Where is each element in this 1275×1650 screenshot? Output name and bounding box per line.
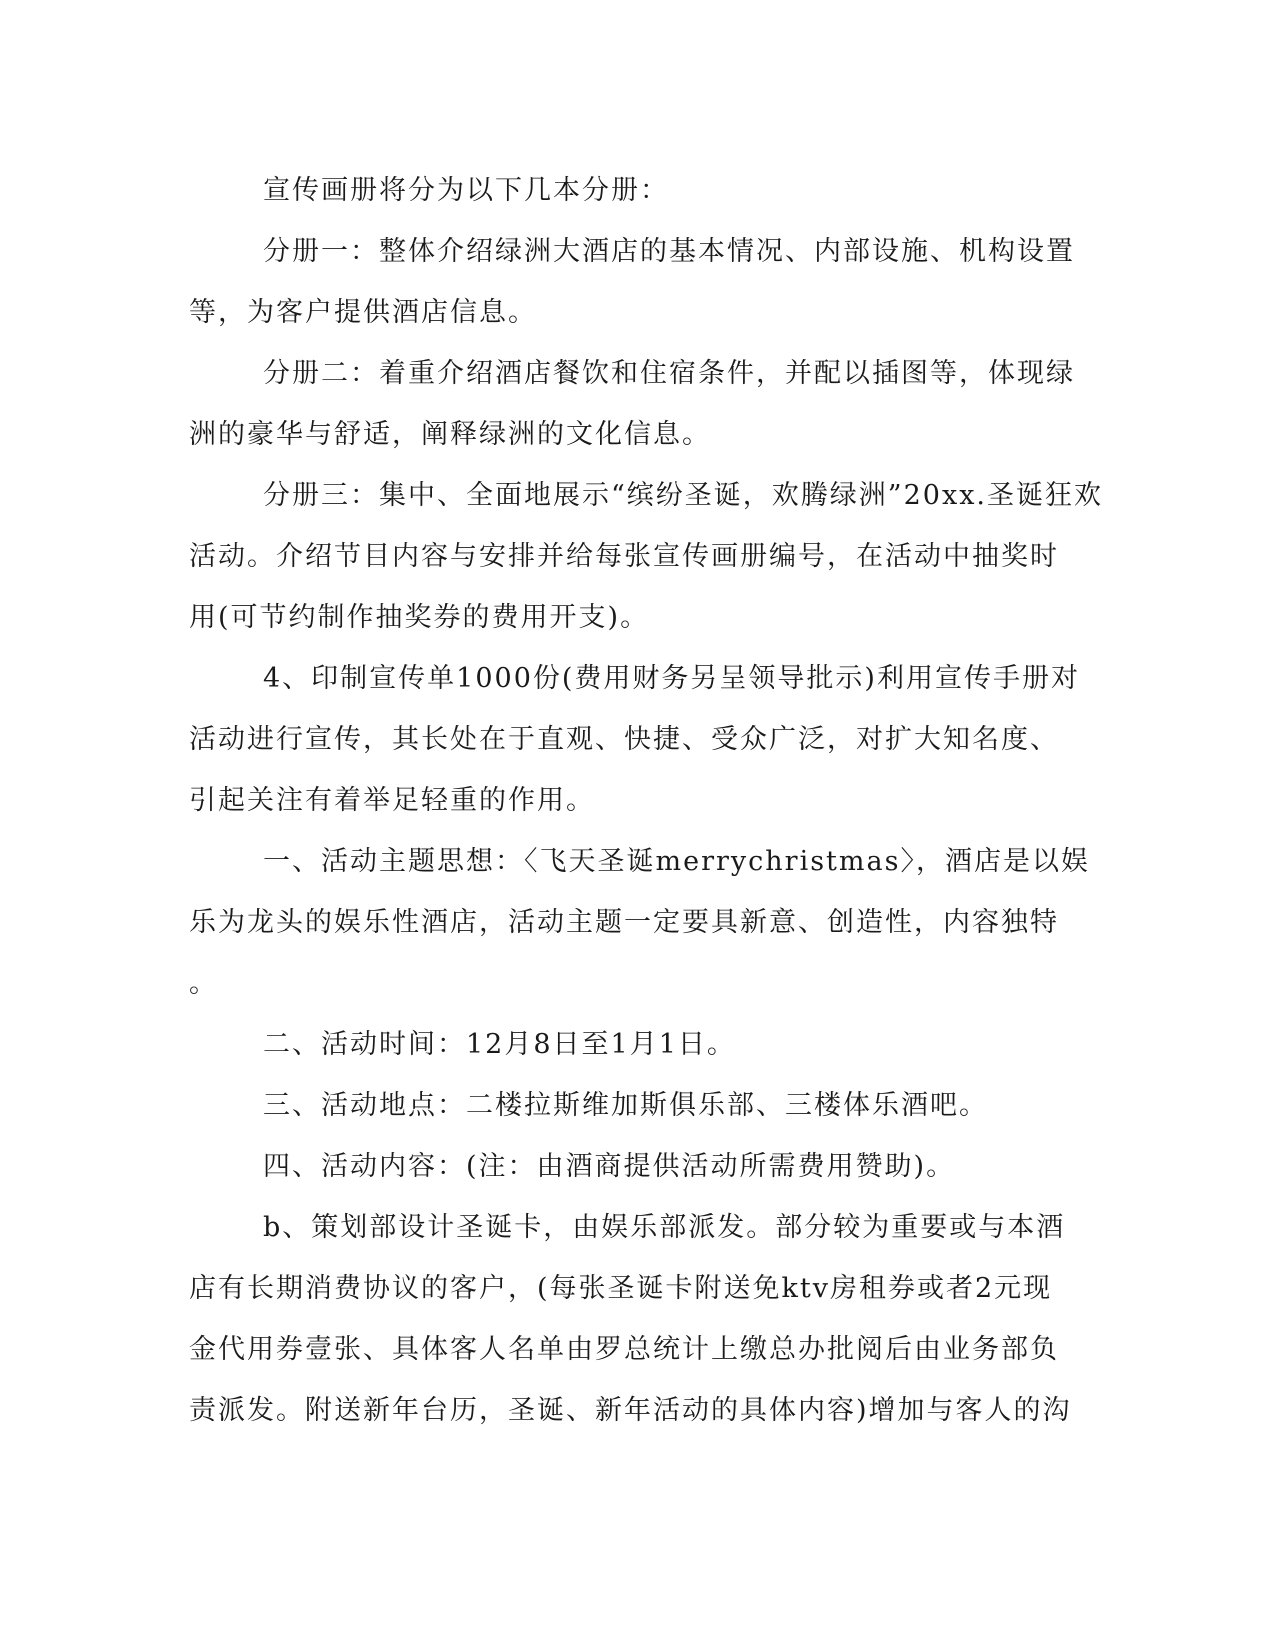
text-line: 分册二：着重介绍酒店餐饮和住宿条件，并配以插图等，体现绿 bbox=[263, 358, 1075, 389]
text-line: 分册一：整体介绍绿洲大酒店的基本情况、内部设施、机构设置 bbox=[263, 236, 1075, 267]
text-line: 。 bbox=[189, 968, 218, 999]
paragraph-volume-three bbox=[189, 465, 1103, 648]
paragraph-theme bbox=[189, 831, 1090, 1014]
text-line: 四、活动内容：(注：由酒商提供活动所需费用赞助)。 bbox=[263, 1151, 956, 1182]
paragraph-content bbox=[189, 1136, 1085, 1197]
paragraph-volume-one bbox=[189, 221, 1085, 343]
paragraph-christmas-card bbox=[189, 1197, 1085, 1441]
text-line: 4、印制宣传单1000份(费用财务另呈领导批示)利用宣传手册对 bbox=[263, 663, 1080, 694]
text-line: 金代用券壹张、具体客人名单由罗总统计上缴总办批阅后由业务部负 bbox=[189, 1334, 1059, 1365]
text-line: b、策划部设计圣诞卡，由娱乐部派发。部分较为重要或与本酒 bbox=[263, 1212, 1066, 1243]
paragraph-brochure-intro bbox=[189, 160, 1085, 221]
paragraph-location bbox=[189, 1075, 1085, 1136]
text-line: 活动。介绍节目内容与安排并给每张宣传画册编号，在活动中抽奖时 bbox=[189, 541, 1059, 572]
text-line: 三、活动地点：二楼拉斯维加斯俱乐部、三楼体乐酒吧。 bbox=[263, 1090, 988, 1121]
text-line: 责派发。附送新年台历，圣诞、新年活动的具体内容)增加与客人的沟 bbox=[189, 1395, 1072, 1426]
text-line: 等，为客户提供酒店信息。 bbox=[189, 297, 537, 328]
paragraph-flyer-printing bbox=[189, 648, 1085, 831]
text-line: 洲的豪华与舒适，阐释绿洲的文化信息。 bbox=[189, 419, 711, 450]
text-line: 乐为龙头的娱乐性酒店，活动主题一定要具新意、创造性，内容独特 bbox=[189, 907, 1059, 938]
text-line: 一、活动主题思想：〈飞天圣诞merrychristmas〉，酒店是以娱 bbox=[263, 846, 1090, 877]
text-line: 分册三：集中、全面地展示“缤纷圣诞，欢腾绿洲”20xx.圣诞狂欢 bbox=[263, 480, 1103, 511]
text-line: 用(可节约制作抽奖券的费用开支)。 bbox=[189, 602, 650, 633]
paragraph-volume-two bbox=[189, 343, 1085, 465]
paragraph-time bbox=[189, 1014, 1085, 1075]
text-line: 宣传画册将分为以下几本分册： bbox=[263, 175, 669, 206]
text-line: 二、活动时间：12月8日至1月1日。 bbox=[263, 1029, 736, 1060]
text-line: 店有长期消费协议的客户，(每张圣诞卡附送免ktv房租券或者2元现 bbox=[189, 1273, 1053, 1304]
text-line: 活动进行宣传，其长处在于直观、快捷、受众广泛，对扩大知名度、 bbox=[189, 724, 1059, 755]
document-body bbox=[189, 160, 1103, 1441]
text-line: 引起关注有着举足轻重的作用。 bbox=[189, 785, 595, 816]
